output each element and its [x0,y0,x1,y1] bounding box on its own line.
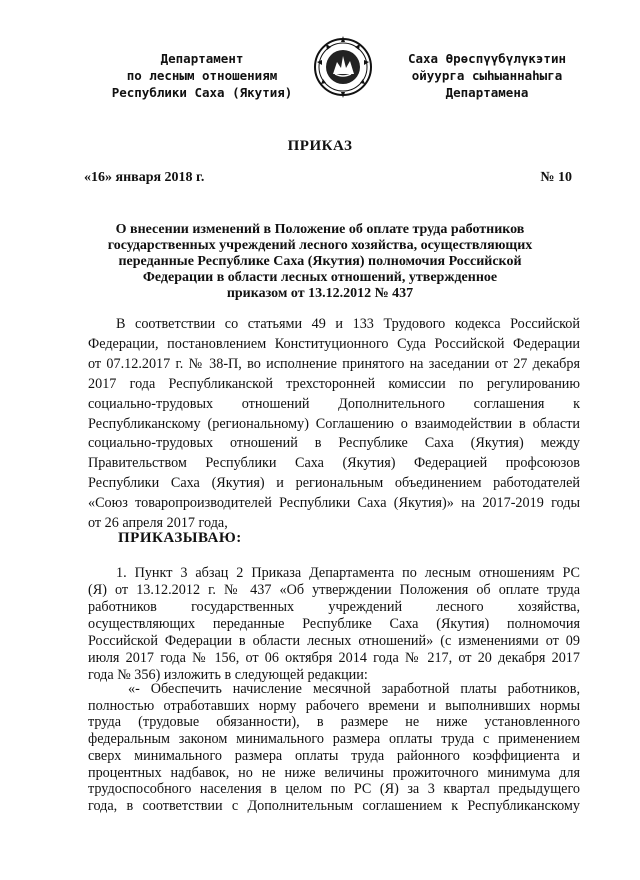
text-line: В соответствии со статьями 49 и 133 Трудового кодекса Российской [116,316,580,332]
text-line: июля 2017 года № 156, от 06 октября 2014 года № 217, от 20 декабря 2017 [88,650,580,666]
order-heading: ПРИКАЗЫВАЮ: [118,530,242,546]
text-line: (Я) от 13.12.2012 г. № 437 «Об утверждении Положения об оплате труда [88,582,580,598]
letterhead-line: Саха Өрөспүүбүлүкэтин [407,51,567,66]
text-line: Федерации, постановлением Конституционного Суда Российской Федерации [88,335,580,352]
subject-line: приказом от 13.12.2012 № 437 [226,286,414,301]
subject-line: государственных учреждений лесного хозяйства, осуществляющих [107,238,533,253]
text-line: «Союз товаропроизводителей Республики Саха (Якутия)» на 2017-2019 годы [88,495,580,512]
letterhead-line: Департамена [445,85,529,100]
text-line: социально-трудовых отношений Дополнительного соглашения к [88,395,580,412]
quoted-amendment-paragraph [88,681,580,815]
subject-line: О внесении изменений в Положение об оплате труда работников [115,222,525,237]
text-line: 2017 года Республиканской трехсторонней комиссии по регулированию [88,375,580,392]
text-line: года, в соответствии с Дополнительным соглашением к Республиканскому [88,797,580,814]
text-line: от 26 апреля 2017 года, [88,515,228,532]
text-line: осуществляющих переданные Республике Саха (Якутия) полномочия [88,616,580,632]
document-date: «16» января 2018 г. [84,170,205,185]
text-line: полностью отработавших норму рабочего времени и выполнивших нормы [88,697,580,714]
text-line: федеральным законом минимального размера оплаты труда с применением [88,731,580,748]
text-line: Правительством Республики Саха (Якутия) Федерацией профсоюзов [88,455,580,472]
text-line: процентных надбавок, но не ниже величины прожиточного минимума для [88,764,580,781]
text-line: года № 356) изложить в следующей редакции: [88,667,368,683]
coat-of-arms-icon [313,34,373,100]
subject-line: переданные Республике Саха (Якутия) полномочия Российской [118,254,522,269]
preamble-paragraph [88,315,580,534]
text-line: труда (трудовые обязанности), в размере не ниже установленного [88,714,580,731]
document-title: ПРИКАЗ [287,138,353,154]
text-line: 1. Пункт 3 абзац 2 Приказа Департамента по лесным отношениям РС [116,565,580,581]
text-line: трудоспособного населения в целом по РС (Я) за 3 квартал предыдущего [88,781,580,798]
document-subject [96,222,544,302]
document-number: № 10 [540,170,572,185]
text-line: «- Обеспечить начисление месячной заработной платы работников, [128,681,580,697]
date-number-line [84,170,572,190]
letterhead [0,34,640,124]
text-line: от 07.12.2017 г. № 38-П, во исполнение принятого на заседании от 27 декабря [88,355,580,372]
letterhead-line: по лесным отношениям [126,68,278,83]
subject-line: Федерации в области лесных отношений, утвержденное [142,270,498,285]
letterhead-yakut [392,50,582,101]
letterhead-line: Департамент [160,51,244,66]
text-line: Республики Саха (Якутия) и региональным объединением работодателей [88,475,580,492]
text-line: Республиканскому (региональному) Соглашению о взаимодействии в области [88,415,580,432]
letterhead-line: ойуурга сыһыаннаһыга [411,68,563,83]
letterhead-line: Республики Саха (Якутия) [111,85,293,100]
item-1-paragraph [88,565,580,684]
text-line: работников государственных учреждений лесного хозяйства, [88,599,580,615]
text-line: сверх минимального размера оплаты труда районного коэффициента и [88,747,580,764]
text-line: социально-трудовых отношений в Республике Саха (Якутия) между [88,435,580,452]
letterhead-russian [96,50,308,101]
text-line: Российской Федерации в области лесных отношений» (с изменениями от 09 [88,633,580,649]
